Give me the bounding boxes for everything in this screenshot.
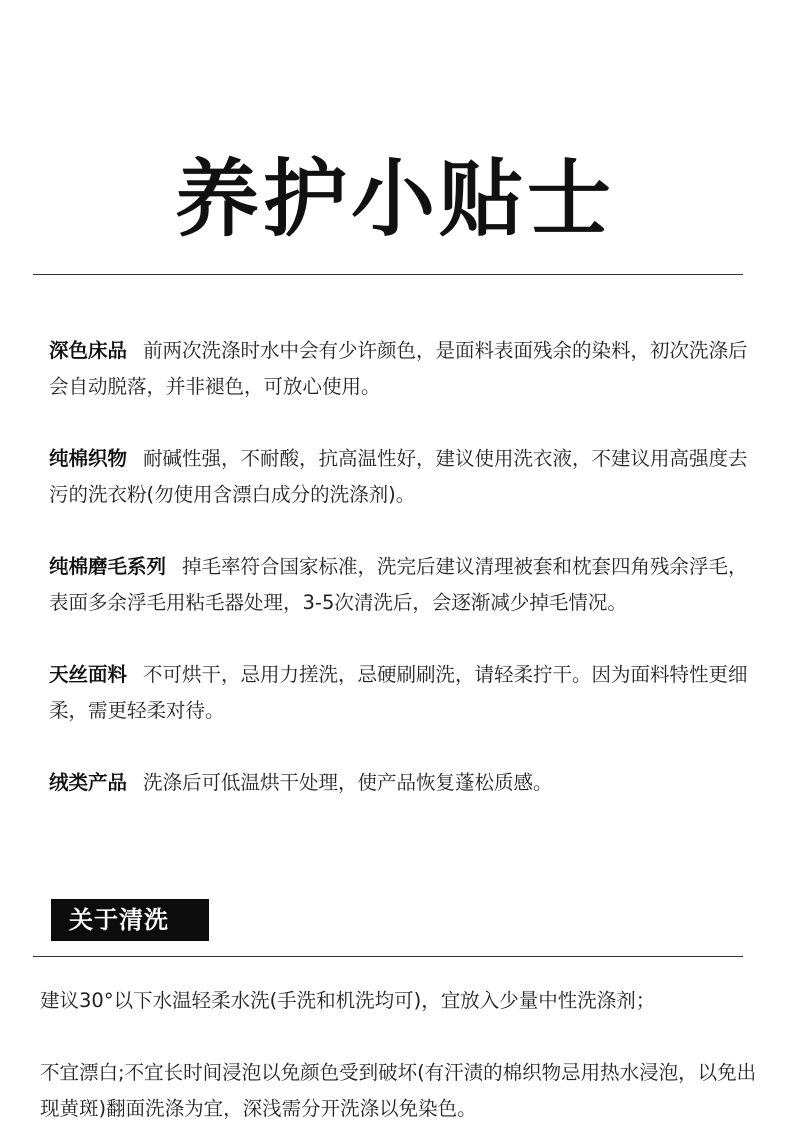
tip-text: 耐碱性强，不耐酸，抗高温性好，建议使用洗衣液，不建议用高强度去污的洗衣粉(勿使用含漂白成分的洗涤剂)。 — [49, 447, 748, 506]
page-title: 养护小贴士 — [174, 150, 615, 249]
tip-tencel — [49, 657, 749, 729]
tip-velvet — [49, 765, 749, 801]
tip-label: 纯棉磨毛系列 — [49, 555, 167, 578]
tip-text: 前两次洗涤时水中会有少许颜色，是面料表面残余的染料，初次洗涤后会自动脱落，并非褪色，可放心使用。 — [49, 339, 748, 398]
washing-divider — [33, 956, 743, 957]
tip-dark-bedding — [49, 333, 749, 405]
tip-text: 不可烘干，忌用力搓洗，忌硬刷刷洗，请轻柔拧干。因为面料特性更细柔，需更轻柔对待。 — [49, 663, 748, 722]
washing-paragraph-1: 建议30°以下水温轻柔水洗(手洗和机洗均可)，宜放入少量中性洗涤剂； — [40, 989, 656, 1012]
washing-section-header: 关于清洗 — [51, 899, 209, 941]
tip-brushed-cotton — [49, 549, 749, 621]
washing-paragraph-2: 不宜漂白;不宜长时间浸泡以免颜色受到破坏(有汗渍的棉织物忌用热水浸泡，以免出现黄斑)翻面洗涤为宜，深浅需分开洗涤以免染色。 — [40, 1061, 757, 1120]
tip-text: 洗涤后可低温烘干处理，使产品恢复蓬松质感。 — [143, 771, 553, 794]
tip-label: 绒类产品 — [49, 771, 128, 794]
top-divider — [33, 274, 743, 275]
tip-pure-cotton — [49, 441, 749, 513]
tip-text: 掉毛率符合国家标准，洗完后建议清理被套和枕套四角残余浮毛，表面多余浮毛用粘毛器处理，3-5次清洗后，会逐渐减少掉毛情况。 — [49, 555, 748, 614]
tip-label: 深色床品 — [49, 339, 128, 362]
care-tips-list — [49, 333, 749, 837]
tip-label: 纯棉织物 — [49, 447, 128, 470]
tip-label: 天丝面料 — [49, 663, 128, 686]
